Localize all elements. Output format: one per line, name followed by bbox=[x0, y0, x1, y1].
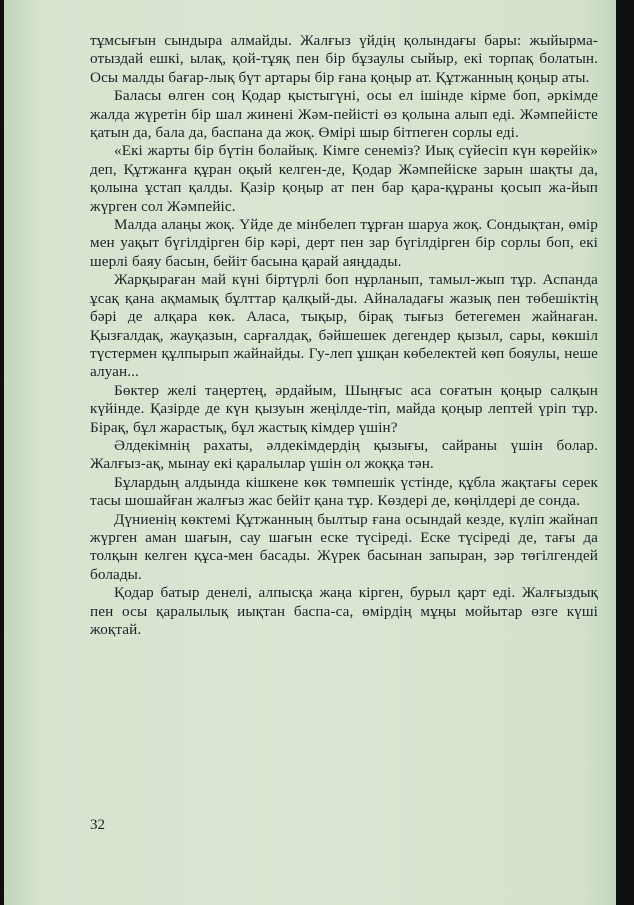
paragraph-7: Әлдекімнің рахаты, әлдекімдердің қызығы, сайраны үшін болар. Жалғыз-ақ, мынау екі қаралылар үшін ол жоққа тән. bbox=[90, 436, 598, 473]
paragraph-2: Баласы өлген соң Қодар қыстыгүні, осы ел ішінде кірме боп, әркімде жалда жүретін бір шал жинені Жәм-пейісті өз қолына алып еді. Жәмпейісте қатын да, бала да, баспана да жоқ. Өмірі шыр бітпеген сорлы еді. bbox=[90, 87, 598, 142]
page-number: 32 bbox=[90, 817, 105, 833]
paragraph-4: Малда алаңы жоқ. Үйде де мінбелеп тұрған шаруа жоқ. Сондықтан, өмір мен уақыт бүгілдірген бір кәрі, дерт пен зар бүгілдірген бір сорлы боп, екі шерлі баяу басын, бейіт басына қарай аяңдады. bbox=[90, 216, 598, 270]
paragraph-9: Дүниенің көктемі Құтжанның былтыр ғана осындай кезде, күліп жайнап жүрген аман шағын, сау шағын еске түсіреді. Еске түсіреді де, тағы да толқын келген құса-мен басады. Жүрек басынан запыран, зәр төгілгендей болады. bbox=[90, 510, 598, 583]
page-text bbox=[90, 32, 598, 639]
paragraph-8: Бұлардың алдында кішкене көк төмпешік үстінде, құбла жақтағы серек тасы шошайған жалғыз жас бейіт қана тұр. Көздері де, көңілдері де сонда. bbox=[90, 473, 598, 510]
paragraph-6: Бөктер желі таңертең, әрдайым, Шыңғыс аса соғатын қоңыр салқын күйінде. Қазірде де күн қызуын жеңілде-тіп, майда қоңыр лептей үріп тұр. Бірақ, бұл жарастық, бұл жастық кімдер үшін? bbox=[90, 381, 598, 436]
paragraph-10: Қодар батыр денелі, алпысқа жаңа кірген, бурыл қарт еді. Жалғыздық пен осы қаралылық иықтан баспа-са, өмірдің мұңы мойытар өзге күші жоқтай. bbox=[90, 584, 598, 638]
paragraph-5: Жарқыраған май күні біртүрлі боп нұрланып, тамыл-жып тұр. Аспанда ұсақ қана ақмамық бұлттар қалқый-ды. Айналадағы жазық пен төбешіктің бәрі де алқара көк. Аласа, тықыр, бірақ тығыз бетегемен жайнаған. Қызғалдақ, жауқазын, сарғалдақ, бәйшешек дегендер қызыл, сары, көкшіл түстермен құлпырып жайнайды. Гу-леп ұшқан көбелектей көп бояулы, неше алуан... bbox=[90, 271, 598, 381]
book-page bbox=[4, 0, 616, 905]
paragraph-1: тұмсығын сындыра алмайды. Жалғыз үйдің қолындағы бары: жыйырма-отыздай ешкі, ылақ, қой-тұяқ пен бір бұзаулы сыйыр, екі торпақ болатын. Осы малды бағар-лық бүт артары бір ғана қоңыр ат. Құтжанның қоңыр аты. bbox=[90, 32, 598, 86]
paragraph-3: «Екі жарты бір бүтін болайық. Кімге сенеміз? Иық сүйесіп күн көрейік» деп, Құтжанға құран оқый келген-де, Қодар Жәмпейіске зарын шақты да, қолына ұстап қалды. Қазір қоңыр ат пен бар қара-құраны қосып жа-йып жүрген сол Жәмпейіс. bbox=[90, 142, 598, 215]
